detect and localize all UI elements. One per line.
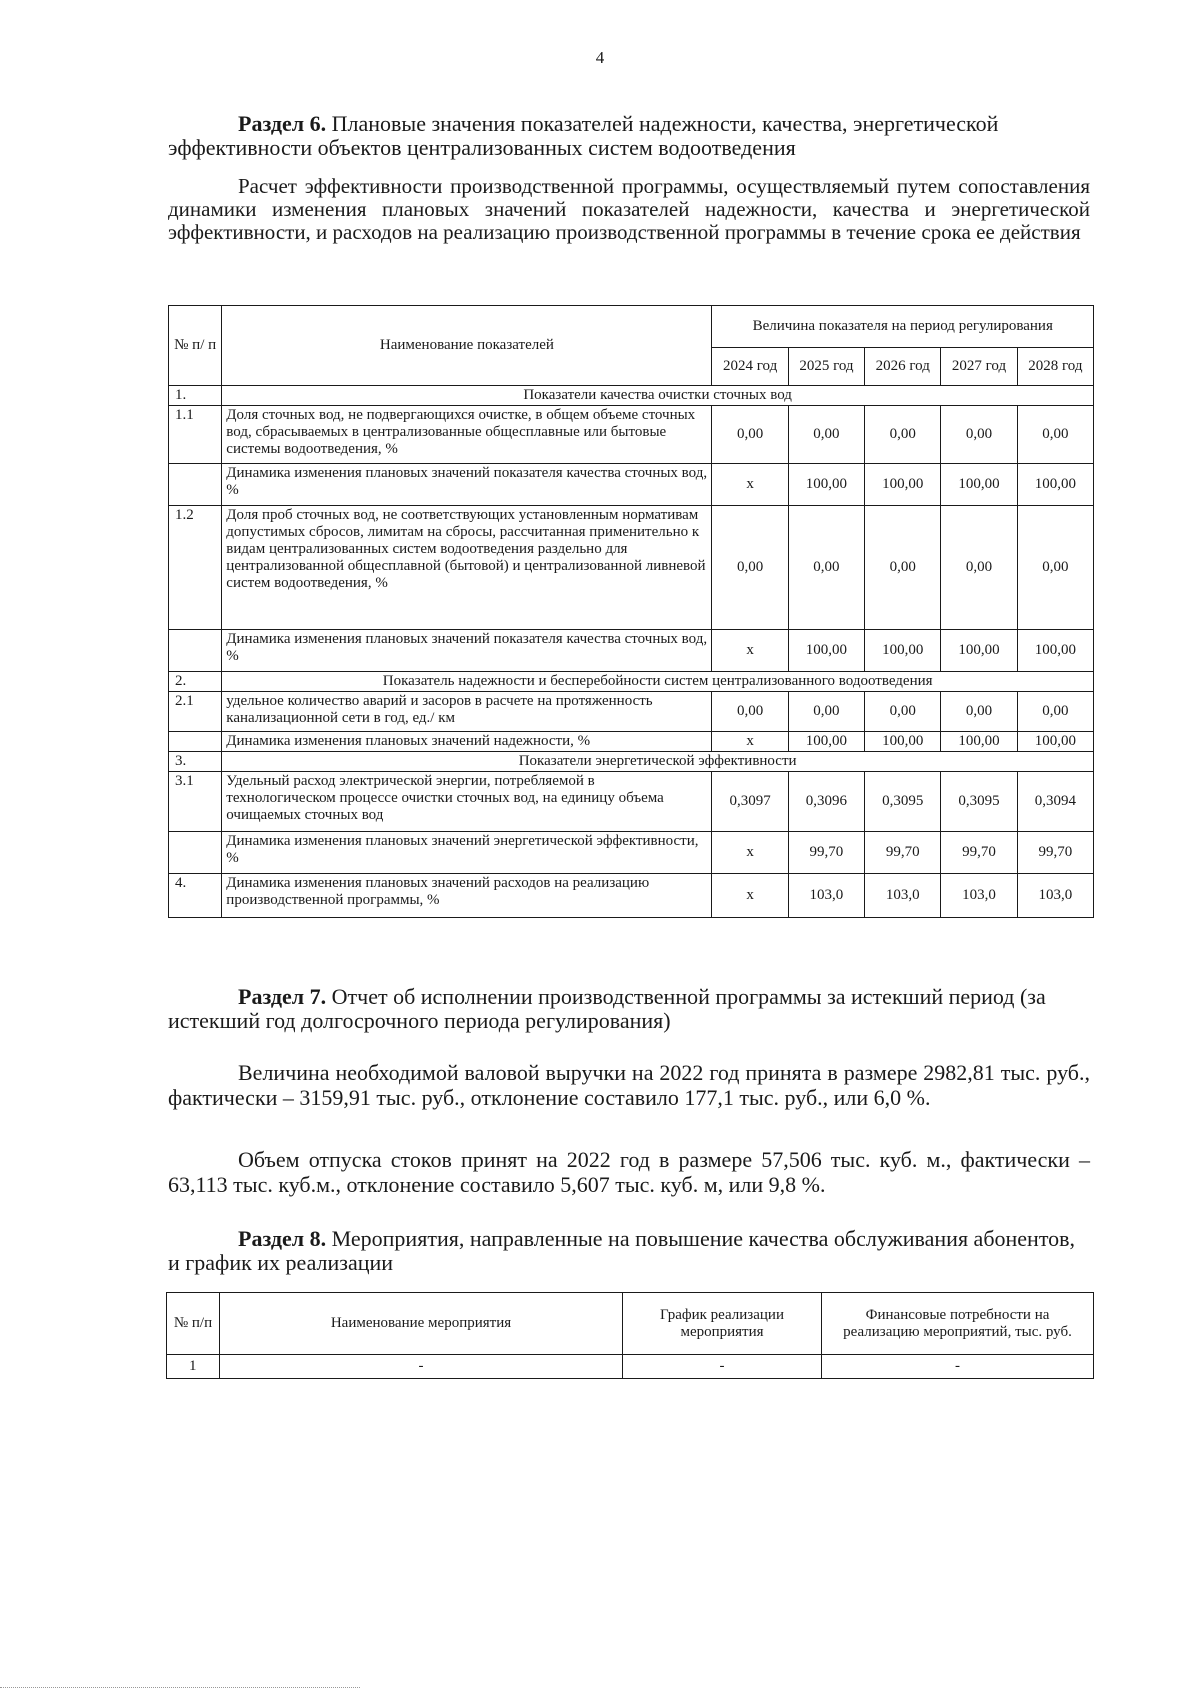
row-value: 0,00 (712, 506, 788, 630)
row-name: Динамика изменения плановых значений показателя качества сточных вод, % (222, 630, 712, 672)
row-name: Динамика изменения плановых значений энергетической эффективности, % (222, 832, 712, 874)
row-name: Доля сточных вод, не подвергающихся очистке, в общем объеме сточных вод, сбрасываемых в централизованные общесплавные или бытовые системы водоотведения, % (222, 406, 712, 464)
page-number: 4 (595, 48, 605, 67)
row-value: 100,00 (941, 630, 1017, 672)
row-value: 100,00 (941, 464, 1017, 506)
group-row (169, 386, 1094, 406)
table-row (169, 406, 1094, 464)
section7-label: Раздел 7. (238, 984, 327, 1009)
row-value: 0,00 (941, 406, 1017, 464)
row-num: 3.1 (169, 772, 222, 832)
row-num: 2.1 (169, 692, 222, 732)
row-value: 0,00 (941, 506, 1017, 630)
row-value: 99,70 (1017, 832, 1093, 874)
table-row (169, 464, 1094, 506)
row-value: х (712, 732, 788, 752)
row-num: 1. (169, 386, 222, 406)
row-name: Динамика изменения плановых значений показателя качества сточных вод, % (222, 464, 712, 506)
row-value: 0,3094 (1017, 772, 1093, 832)
table-row (169, 732, 1094, 752)
table-row (167, 1355, 1094, 1379)
header-year: 2024 год (712, 348, 788, 386)
table-row (169, 506, 1094, 630)
row-value: 100,00 (865, 630, 941, 672)
row-value: х (712, 874, 788, 918)
row-value: 100,00 (788, 732, 864, 752)
row-value: 0,3096 (788, 772, 864, 832)
row-value: 100,00 (1017, 464, 1093, 506)
header-year: 2025 год (788, 348, 864, 386)
row-value: х (712, 832, 788, 874)
row-value: 100,00 (788, 630, 864, 672)
table-row (169, 692, 1094, 732)
header-measure: Наименование мероприятия (220, 1293, 623, 1355)
table-row (169, 832, 1094, 874)
row-num: 3. (169, 752, 222, 772)
row-num (169, 464, 222, 506)
row-value: 0,00 (865, 692, 941, 732)
section8-label: Раздел 8. (238, 1226, 327, 1251)
row-value: 100,00 (1017, 732, 1093, 752)
row-value: 0,00 (1017, 692, 1093, 732)
section7-title: Отчет об исполнении производственной программы за истекший период (за истекший год долгосрочного периода регулирования) (168, 984, 1046, 1033)
row-value: 103,0 (1017, 874, 1093, 918)
group-title: Показатели энергетической эффективности (222, 752, 1094, 772)
row-name: удельное количество аварий и засоров в расчете на протяженность канализационной сети в год, ед./ км (222, 692, 712, 732)
row-value: 100,00 (788, 464, 864, 506)
table-row (169, 630, 1094, 672)
header-year: 2028 год (1017, 348, 1093, 386)
row-num: 1 (167, 1355, 220, 1379)
row-num: 1.1 (169, 406, 222, 464)
row-num: 1.2 (169, 506, 222, 630)
row-value: 100,00 (865, 732, 941, 752)
row-schedule: - (623, 1355, 822, 1379)
row-name: Удельный расход электрической энергии, потребляемой в технологическом процессе очистки сточных вод, на единицу объема очищаемых сточных вод (222, 772, 712, 832)
section6-intro: Расчет эффективности производственной программы, осуществляемый путем сопоставления динамики изменения плановых значений показателей надежности, качества и энергетической эффективности, и расходов на реализацию производственной программы в течение срока ее действия (168, 174, 1090, 244)
table-row (169, 874, 1094, 918)
measures-table (166, 1292, 1094, 1379)
row-value: 0,00 (788, 506, 864, 630)
row-value: 0,00 (941, 692, 1017, 732)
row-value: 0,00 (1017, 506, 1093, 630)
row-measure: - (220, 1355, 623, 1379)
header-period: Величина показателя на период регулирования (712, 306, 1094, 348)
indicators-table (168, 305, 1094, 918)
row-value: 99,70 (865, 832, 941, 874)
section6-title: Плановые значения показателей надежности, качества, энергетической эффективности объектов централизованных систем водоотведения (168, 111, 999, 160)
row-value: 0,00 (712, 406, 788, 464)
row-name: Доля проб сточных вод, не соответствующих установленным нормативам допустимых сбросов, лимитам на сбросы, рассчитанная применительно к видам централизованных систем водоотведения раздельно для централизованной общесплавной (бытовой) и централизованной ливневой систем водоотведения, % (222, 506, 712, 630)
group-title: Показатель надежности и бесперебойности систем централизованного водоотведения (222, 672, 1094, 692)
header-num: № п/п (167, 1293, 220, 1355)
footer-scan-line (0, 1687, 360, 1690)
row-value: 0,00 (788, 406, 864, 464)
row-value: 0,00 (865, 406, 941, 464)
header-year: 2026 год (865, 348, 941, 386)
row-value: 0,3097 (712, 772, 788, 832)
row-value: 103,0 (865, 874, 941, 918)
header-year: 2027 год (941, 348, 1017, 386)
row-value: 100,00 (941, 732, 1017, 752)
row-value: 0,3095 (941, 772, 1017, 832)
section8-title: Мероприятия, направленные на повышение качества обслуживания абонентов, и график их реализации (168, 1226, 1076, 1275)
section8-heading (168, 1227, 1090, 1275)
row-num: 2. (169, 672, 222, 692)
row-value: 99,70 (788, 832, 864, 874)
row-num: 4. (169, 874, 222, 918)
row-value: х (712, 630, 788, 672)
row-name: Динамика изменения плановых значений надежности, % (222, 732, 712, 752)
group-title: Показатели качества очистки сточных вод (222, 386, 1094, 406)
section6-label: Раздел 6. (238, 111, 327, 136)
row-value: 99,70 (941, 832, 1017, 874)
row-value: 100,00 (1017, 630, 1093, 672)
row-name: Динамика изменения плановых значений расходов на реализацию производственной программы, % (222, 874, 712, 918)
section7-para1: Величина необходимой валовой выручки на 2022 год принята в размере 2982,81 тыс. руб., фактически – 3159,91 тыс. руб., отклонение составило 177,1 тыс. руб., или 6,0 %. (168, 1060, 1090, 1110)
header-financing: Финансовые потребности на реализацию мероприятий, тыс. руб. (822, 1293, 1094, 1355)
header-schedule: График реализации мероприятия (623, 1293, 822, 1355)
header-num: № п/ п (169, 306, 222, 386)
section7-para2: Объем отпуска стоков принят на 2022 год в размере 57,506 тыс. куб. м., фактически – 63,113 тыс. куб.м., отклонение составило 5,607 тыс. куб. м, или 9,8 %. (168, 1147, 1090, 1197)
row-financing: - (822, 1355, 1094, 1379)
table-row (169, 772, 1094, 832)
group-row (169, 672, 1094, 692)
row-value: 0,00 (865, 506, 941, 630)
row-value: 103,0 (788, 874, 864, 918)
row-num (169, 732, 222, 752)
group-row (169, 752, 1094, 772)
header-name: Наименование показателей (222, 306, 712, 386)
row-value: 100,00 (865, 464, 941, 506)
section6-heading (168, 112, 1090, 160)
row-value: 0,00 (712, 692, 788, 732)
row-value: 0,00 (1017, 406, 1093, 464)
section7-heading (168, 985, 1090, 1033)
row-value: 103,0 (941, 874, 1017, 918)
row-num (169, 832, 222, 874)
row-value: 0,00 (788, 692, 864, 732)
row-value: х (712, 464, 788, 506)
row-value: 0,3095 (865, 772, 941, 832)
row-num (169, 630, 222, 672)
